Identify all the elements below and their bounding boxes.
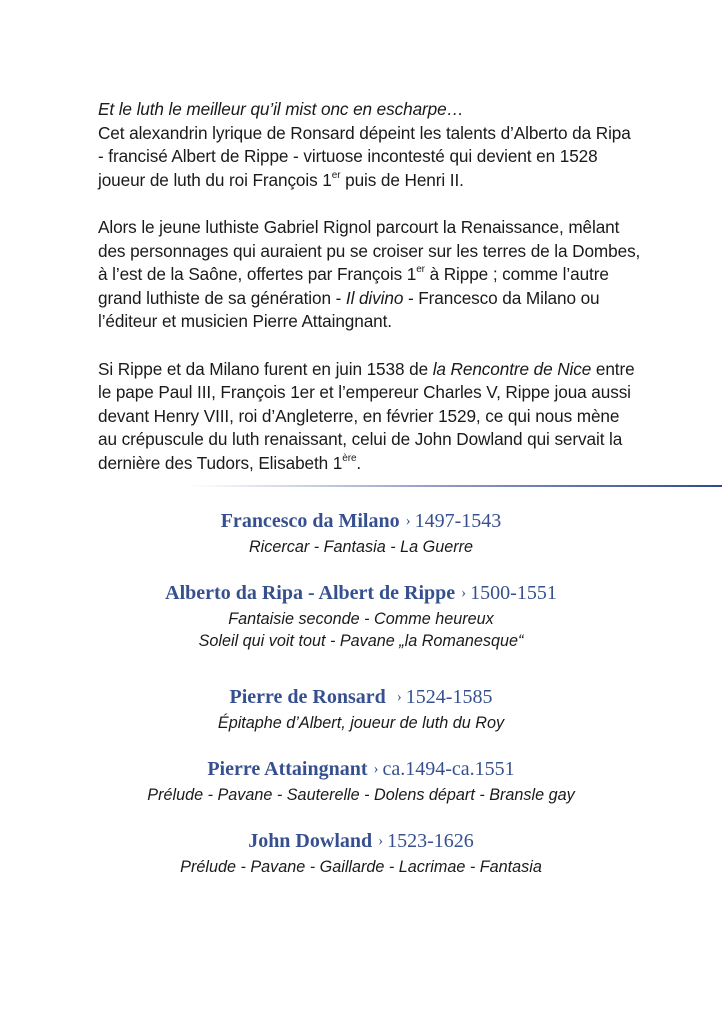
text-line: l’éditeur et musicien Pierre Attaingnant.: [98, 311, 392, 332]
text-line: à Rippe ; comme l’autre: [424, 264, 609, 285]
text-line: - francisé Albert de Rippe - virtuose incontesté qui devient en 1528: [98, 146, 598, 167]
intro-paragraph-2: [98, 216, 688, 334]
program-list: [0, 508, 722, 900]
program-entry: [0, 828, 722, 878]
text-line: devant Henry VIII, roi d’Angleterre, en février 1529, ce qui nous mène: [98, 405, 620, 426]
chevron-right-icon: ›: [373, 761, 379, 777]
composer-dates: 1523-1626: [387, 830, 474, 852]
composer-name: Francesco da Milano: [220, 510, 400, 532]
section-divider: [190, 485, 722, 487]
program-entry: [0, 508, 722, 558]
composer-name: John Dowland: [248, 830, 373, 852]
ordinal-suffix: er: [331, 170, 341, 182]
chevron-right-icon: ›: [405, 513, 411, 529]
composer-line: [0, 508, 722, 536]
composer-dates: 1497-1543: [414, 510, 502, 532]
text-line: le pape Paul III, François 1er et l’empereur Charles V, Rippe joua aussi: [98, 382, 631, 403]
text-line: .: [356, 452, 362, 473]
text-line: puis de Henri II.: [340, 169, 464, 190]
text-line: des personnages qui auraient pu se croiser sur les terres de la Dombes,: [98, 240, 641, 261]
composer-line: [0, 756, 722, 784]
composer-dates: 1524-1585: [405, 686, 493, 708]
ronsard-quote: Et le luth le meilleur qu’il mist onc en escharpe…: [98, 99, 464, 119]
work-list: Ricercar - Fantasia - La Guerre: [248, 538, 473, 556]
intro-text: [98, 98, 688, 476]
ordinal-suffix: ère: [342, 453, 357, 465]
il-divino-text: Il divino: [345, 287, 404, 308]
work-list: Prélude - Pavane - Sauterelle - Dolens départ - Bransle gay: [147, 786, 575, 804]
work-list: Épitaphe d’Albert, joueur de luth du Roy: [217, 714, 505, 732]
program-entry: [0, 580, 722, 652]
intro-paragraph-3: [98, 358, 688, 476]
text-line: - Francesco da Milano ou: [403, 287, 600, 308]
chevron-right-icon: ›: [378, 833, 384, 849]
composer-line: [0, 580, 722, 608]
composer-line: [0, 828, 722, 856]
program-entry: [0, 684, 722, 734]
composer-name: Pierre de Ronsard: [229, 686, 391, 708]
text-line: dernière des Tudors, Elisabeth 1: [98, 452, 343, 473]
composer-dates: ca.1494-ca.1551: [382, 758, 515, 780]
text-line: Alors le jeune luthiste Gabriel Rignol parcourt la Renaissance, mêlant: [98, 216, 620, 237]
text-line: grand luthiste de sa génération -: [98, 287, 346, 308]
text-line: Si Rippe et da Milano furent en juin 1538 de: [98, 358, 433, 379]
chevron-right-icon: ›: [461, 585, 467, 601]
rencontre-de-nice-text: la Rencontre de Nice: [432, 358, 592, 379]
program-entry: [0, 756, 722, 806]
text-line: à l’est de la Saône, offertes par François 1: [98, 264, 417, 285]
text-line: au crépuscule du luth renaissant, celui de John Dowland qui servait la: [98, 429, 623, 450]
composer-line: [0, 684, 722, 712]
work-list: Fantaisie seconde - Comme heureux: [228, 610, 494, 628]
composer-dates: 1500-1551: [470, 582, 557, 604]
ordinal-suffix: er: [416, 264, 425, 276]
intro-paragraph-1: [98, 98, 688, 192]
work-list: Soleil qui voit tout - Pavane „la Romanesque“: [198, 632, 524, 650]
chevron-right-icon: ›: [396, 689, 402, 705]
work-list: Prélude - Pavane - Gaillarde - Lacrimae - Fantasia: [180, 858, 542, 876]
composer-name: Pierre Attaingnant: [207, 758, 368, 780]
text-line: Cet alexandrin lyrique de Ronsard dépeint les talents d’Alberto da Ripa: [98, 122, 631, 143]
composer-name: Alberto da Ripa - Albert de Rippe: [165, 582, 456, 604]
text-line: entre: [591, 358, 635, 379]
text-line: joueur de luth du roi François 1: [98, 169, 332, 190]
